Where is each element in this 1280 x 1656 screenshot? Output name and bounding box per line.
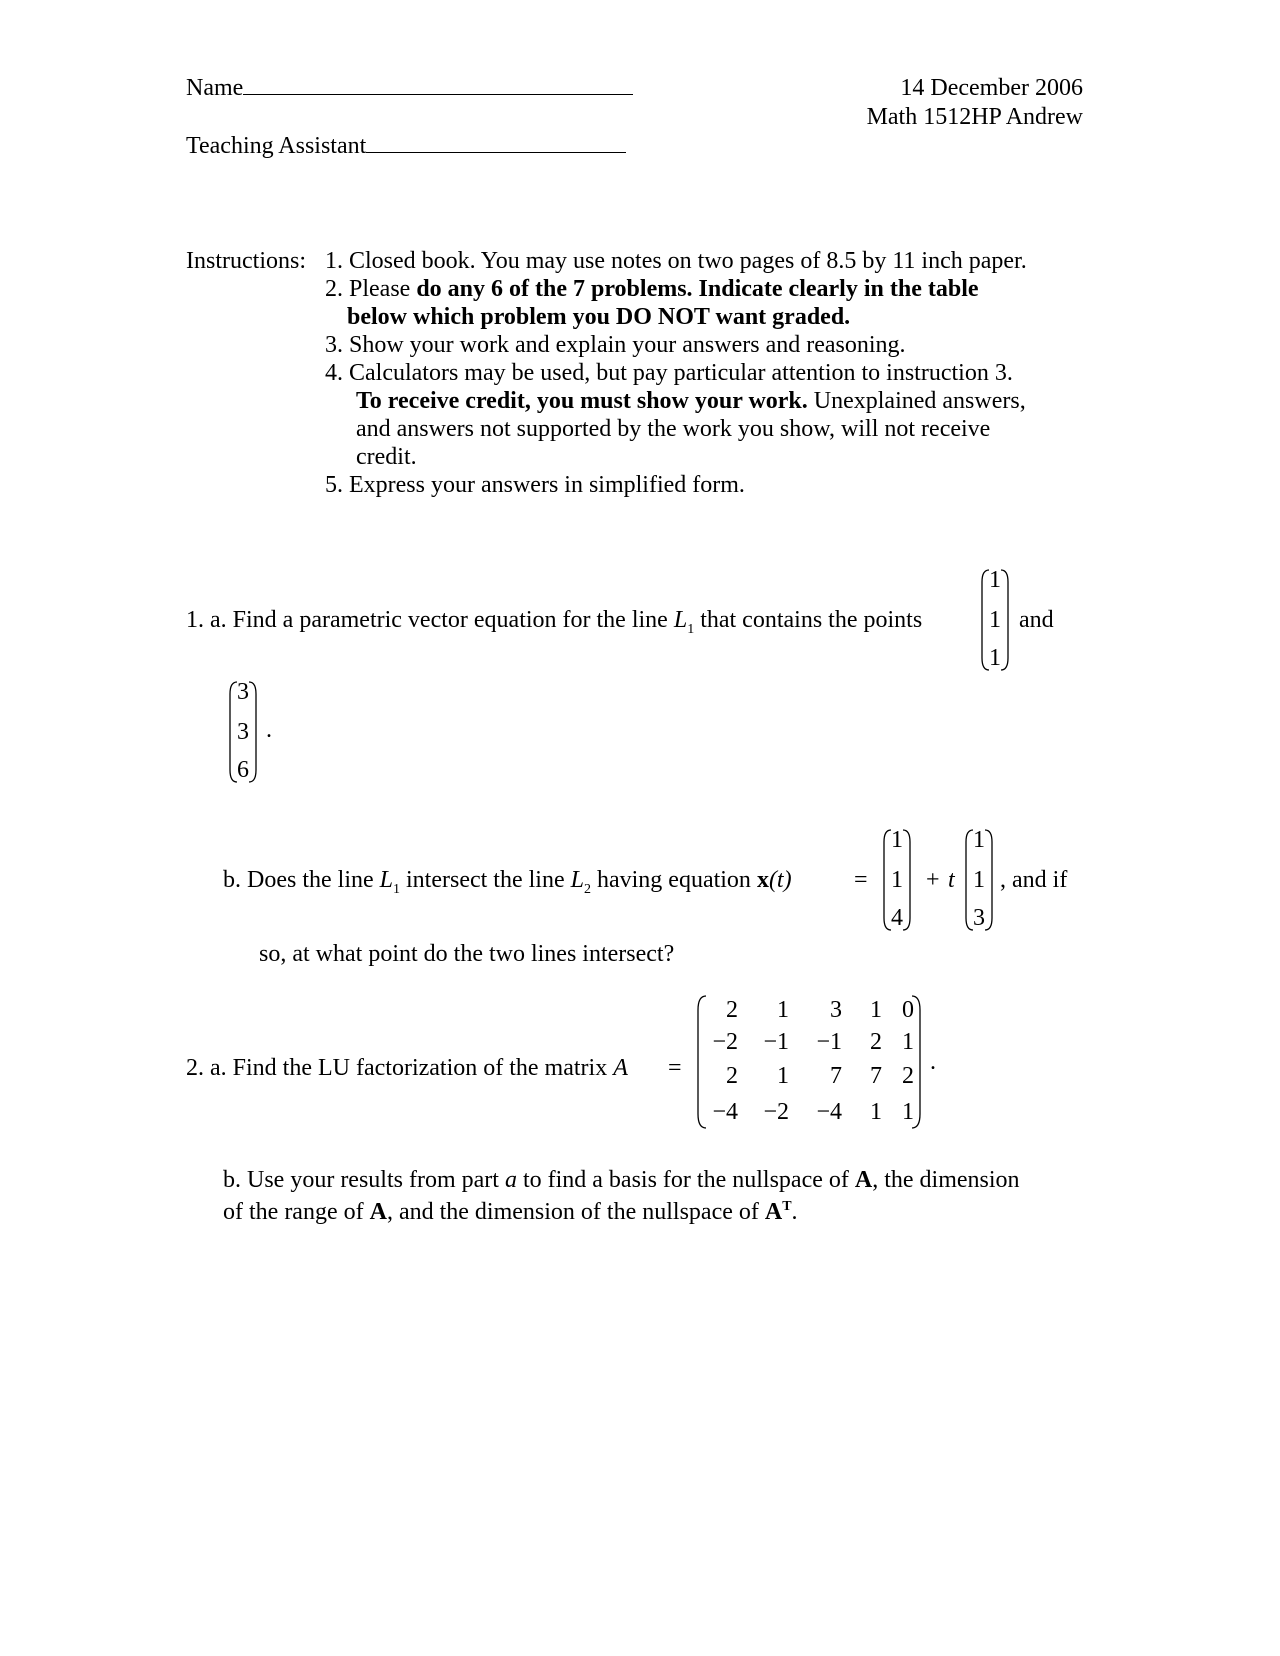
matrix-cell: 2 [902,1063,914,1089]
instruction-4-bold: To receive credit, you must show your work. [356,388,808,414]
instruction-4-tail: Unexplained answers, [807,388,1026,414]
matrix-cell: 7 [830,1063,842,1089]
course-name: Math 1512HP Andrew [866,104,1083,130]
problem-1b-text [223,866,792,895]
p2b-mid: to find a basis for the nullspace of [516,1167,855,1193]
p2a-lead: 2. a. Find the LU factorization of the matrix [186,1055,614,1081]
matrix-cell: 7 [870,1063,882,1089]
matrix-cell: −4 [816,1099,842,1125]
vector-entry: 1 [891,827,903,853]
p2b-transpose: T [782,1199,792,1214]
vector-entry: 3 [973,905,985,931]
equals-sign: = [854,867,868,893]
vector-entry: 1 [973,827,985,853]
p1b-mid: intersect the line [400,867,571,893]
matrix-cell: 2 [726,997,738,1023]
ta-blank[interactable] [366,132,626,153]
p2b-lead: b. Use your results from part [223,1167,505,1193]
exam-date: 14 December 2006 [900,75,1083,101]
vector-entry: 4 [891,905,903,931]
plus-sign: + [926,867,940,893]
name-blank[interactable] [243,74,633,95]
p2b-line2-end: . [791,1199,798,1225]
p2b-A2: A [369,1199,387,1225]
problem-2b-line1 [223,1166,1020,1195]
matrix-period: . [930,1049,936,1075]
line-vector-2 [964,826,994,934]
vector-entry: 3 [237,679,249,705]
matrix-A [696,992,926,1132]
point-vector-1 [980,566,1010,674]
p1a-tail: that contains the points [694,607,923,633]
point-vector-2 [228,678,258,786]
instruction-4-cont [356,387,1026,416]
matrix-cell: 3 [830,997,842,1023]
instruction-2-bold: do any 6 of the 7 problems. Indicate clearly in the table [416,276,979,302]
instructions-label: Instructions: [186,248,306,274]
matrix-cell: 1 [870,997,882,1023]
instruction-2-lead: 2. Please [325,276,417,302]
instruction-5: 5. Express your answers in simplified form. [325,472,745,498]
p1b-L2: L [570,867,584,893]
matrix-cell: −1 [816,1029,842,1055]
and-text: and [1019,607,1054,633]
matrix-cell: 2 [870,1029,882,1055]
instruction-4: 4. Calculators may be used, but pay particular attention to instruction 3. [325,360,1013,386]
vector-period: . [266,717,272,743]
problem-2a-text [186,1054,628,1083]
p1a-lead: 1. a. Find a parametric vector equation for the line [186,607,674,633]
matrix-equals: = [668,1055,682,1081]
problem-1a-text [186,606,922,635]
vector-entry: 6 [237,757,249,783]
ta-label: Teaching Assistant [186,133,367,159]
name-field[interactable] [186,74,633,103]
instruction-4-cont3: credit. [356,444,417,470]
matrix-cell: −4 [712,1099,738,1125]
ta-field[interactable] [186,132,626,161]
problem-1b-cont: so, at what point do the two lines intersect? [259,941,675,967]
line-vector-1 [882,826,912,934]
name-label: Name [186,75,244,101]
p1b-L1: L [379,867,393,893]
instruction-3: 3. Show your work and explain your answers and reasoning. [325,332,906,358]
matrix-cell: 2 [726,1063,738,1089]
p1b-x: x [756,867,769,893]
p2b-tail: , the dimension [872,1167,1020,1193]
vector-entry: 1 [891,867,903,893]
p2a-A: A [613,1055,628,1081]
t-variable: t [948,867,955,893]
instruction-2-cont: below which problem you DO NOT want graded. [347,304,851,330]
p1b-t: (t) [768,867,792,893]
p2b-line2-mid: , and the dimension of the nullspace of [386,1199,765,1225]
vector-entry: 1 [989,607,1001,633]
instruction-1: 1. Closed book. You may use notes on two pages of 8.5 by 11 inch paper. [325,248,1027,274]
matrix-cell: −2 [712,1029,738,1055]
matrix-cell: 1 [902,1099,914,1125]
p1b-sub2: 2 [583,881,591,897]
vector-entry: 3 [237,719,249,745]
matrix-cell: −2 [763,1099,789,1125]
p2b-line2-lead: of the range of [223,1199,370,1225]
p2b-A1: A [854,1167,873,1193]
p1a-sub: 1 [687,621,695,637]
matrix-cell: 1 [870,1099,882,1125]
p1a-L: L [673,607,688,633]
and-if-text: , and if [1000,867,1068,893]
matrix-cell: 0 [902,997,914,1023]
vector-entry: 1 [989,567,1001,593]
matrix-cell: 1 [777,997,789,1023]
p2b-part-a: a [504,1167,517,1193]
matrix-cell: −1 [763,1029,789,1055]
instruction-4-cont2: and answers not supported by the work you show, will not receive [356,416,991,442]
instruction-2 [325,275,979,304]
p1b-sub1: 1 [393,881,400,897]
p1b-lead: b. Does the line [223,867,380,893]
p2b-A3: A [764,1199,783,1225]
matrix-cell: 1 [777,1063,789,1089]
vector-entry: 1 [989,645,1001,671]
problem-2b-line2 [223,1198,798,1227]
vector-entry: 1 [973,867,985,893]
matrix-cell: 1 [902,1029,914,1055]
p1b-tail: having equation [590,867,757,893]
